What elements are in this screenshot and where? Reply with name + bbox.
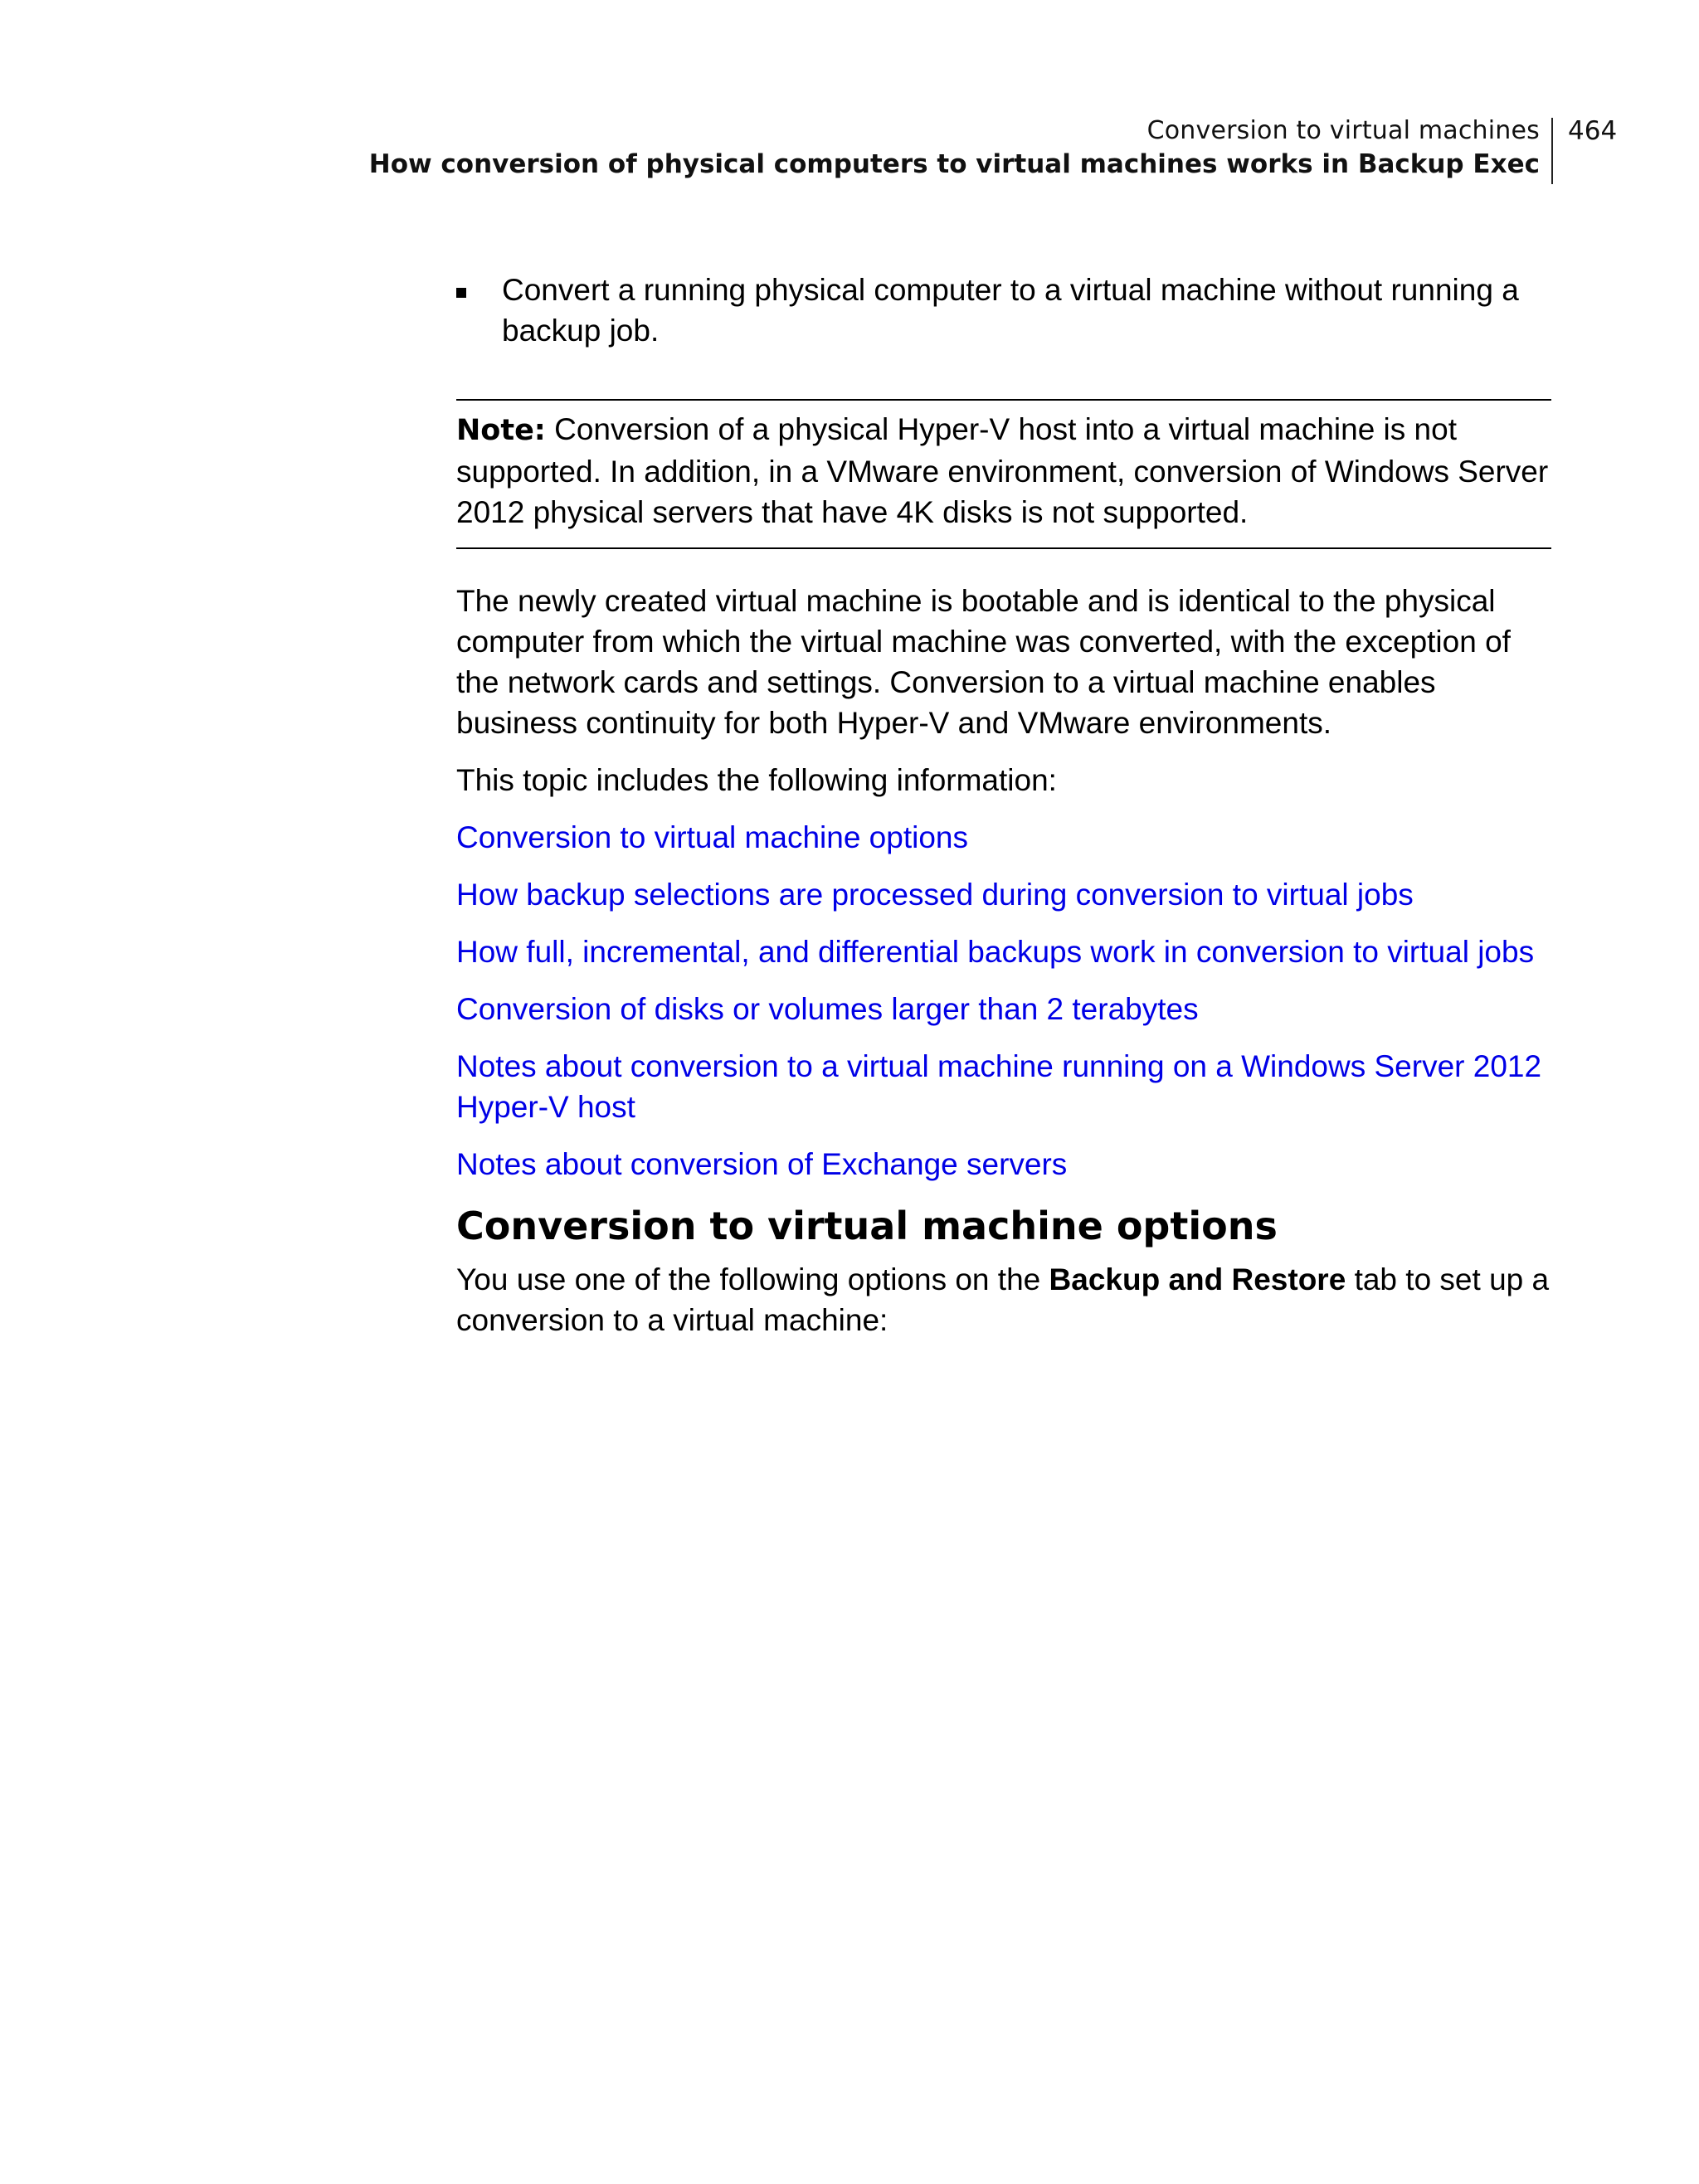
bullet-square-icon <box>456 288 466 298</box>
topic-intro-paragraph: This topic includes the following information: <box>456 763 1057 797</box>
link-exchange-servers[interactable]: Notes about conversion of Exchange servers <box>456 1147 1068 1181</box>
section-text-before: You use one of the following options on the <box>456 1262 1049 1296</box>
link-backup-selections[interactable]: How backup selections are processed during conversion to virtual jobs <box>456 878 1414 912</box>
header-section-title: How conversion of physical computers to virtual machines works in Backup Exec <box>368 149 1540 179</box>
link-conversion-options[interactable]: Conversion to virtual machine options <box>456 820 968 854</box>
page-content <box>456 270 1551 1340</box>
intro-paragraph: The newly created virtual machine is bootable and is identical to the physical computer from which the virtual machine was converted, with the exception of the network cards and settings. Conversion to a virtual machine enables business continuity for both Hyper-V and VMware environments. <box>456 584 1511 740</box>
section-paragraph <box>456 1259 1551 1340</box>
bullet-text: Convert a running physical computer to a virtual machine without running a backup job. <box>502 273 1519 348</box>
page-number: 464 <box>1568 116 1618 146</box>
running-header <box>0 114 1540 181</box>
note-text: Conversion of a physical Hyper-V host into a virtual machine is not supported. In addition, in a VMware environment, conversion of Windows Server 2012 physical servers that have 4K disks is not supported. <box>456 412 1549 529</box>
note-label: Note: <box>456 414 546 447</box>
note-box <box>456 399 1551 549</box>
section-text-after: tab to set up a conversion to a virtual machine: <box>456 1262 1550 1337</box>
header-divider <box>1551 118 1553 184</box>
link-windows-server-2012-hyperv[interactable]: Notes about conversion to a virtual machine running on a Windows Server 2012 Hyper-V host <box>456 1049 1542 1124</box>
section-heading: Conversion to virtual machine options <box>456 1204 1278 1248</box>
note-paragraph <box>456 409 1551 533</box>
bullet-item <box>456 270 1551 351</box>
backup-and-restore-tab-name: Backup and Restore <box>1049 1262 1346 1296</box>
link-full-incremental-differential[interactable]: How full, incremental, and differential backups work in conversion to virtual jobs <box>456 935 1535 969</box>
header-chapter-title: Conversion to virtual machines <box>1146 116 1540 145</box>
link-disks-larger-than-2tb[interactable]: Conversion of disks or volumes larger than 2 terabytes <box>456 992 1199 1026</box>
topic-links-list <box>456 817 1551 1184</box>
